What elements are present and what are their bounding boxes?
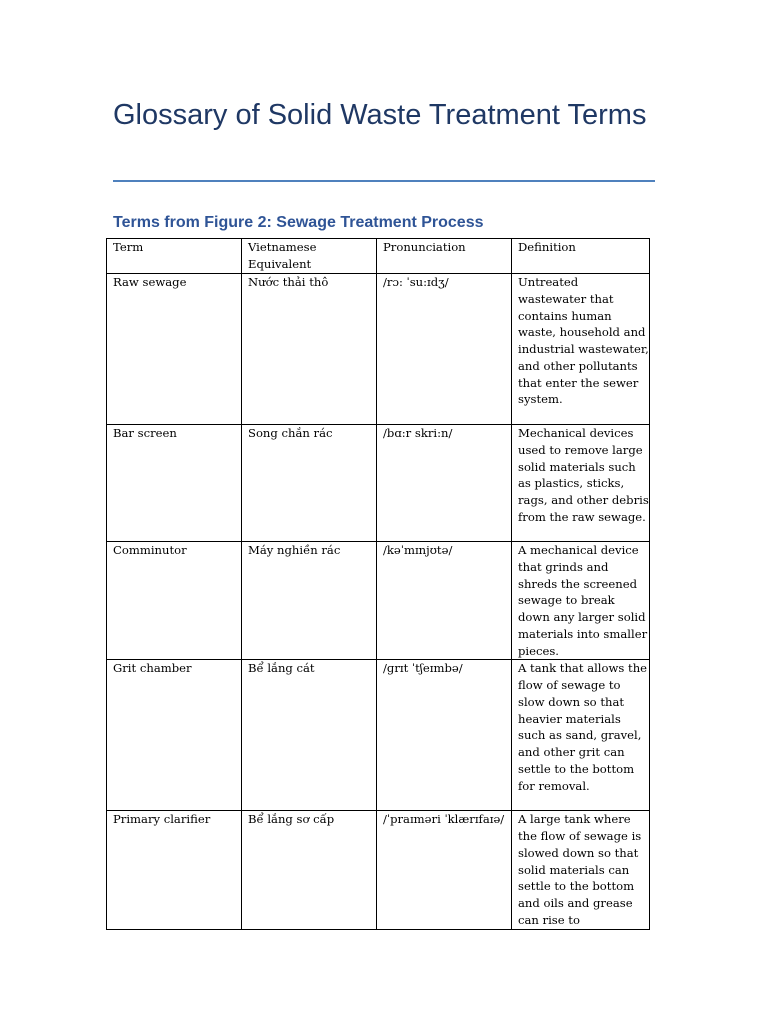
header-pronunciation: Pronunciation [377,239,512,274]
cell-vietnamese: Song chắn rác [242,425,377,542]
section-heading: Terms from Figure 2: Sewage Treatment Process [113,214,484,231]
cell-term: Bar screen [107,425,242,542]
cell-definition: Mechanical devices used to remove large solid materials such as plastics, sticks, rags, and other debris from the raw sewage. [512,425,650,542]
header-vietnamese: Vietnamese Equivalent [242,239,377,274]
table-header-row [107,239,650,274]
cell-vietnamese: Máy nghiền rác [242,542,377,660]
cell-pronunciation: /bɑ:r skri:n/ [377,425,512,542]
table-row [107,811,650,929]
cell-term: Comminutor [107,542,242,660]
cell-definition: A mechanical device that grinds and shreds the screened sewage to break down any larger solid materials into smaller pieces. [512,542,650,660]
cell-pronunciation: /kəˈmɪnjʊtə/ [377,542,512,660]
table-row [107,425,650,542]
cell-term: Primary clarifier [107,811,242,929]
cell-term: Raw sewage [107,274,242,425]
title-divider [113,180,655,182]
cell-definition: A tank that allows the flow of sewage to slow down so that heavier materials such as sand, gravel, and other grit can settle to the bottom for removal. [512,660,650,811]
table-row [107,542,650,660]
header-definition: Definition [512,239,650,274]
header-term: Term [107,239,242,274]
document-title: Glossary of Solid Waste Treatment Terms [113,99,647,131]
cell-pronunciation: /ɡrɪt ˈtʃeɪmbə/ [377,660,512,811]
cell-vietnamese: Nước thải thô [242,274,377,425]
table-row [107,660,650,811]
cell-vietnamese: Bể lắng sơ cấp [242,811,377,929]
cell-definition: Untreated wastewater that contains human waste, household and industrial wastewater, and other pollutants that enter the sewer system. [512,274,650,425]
cell-definition: A large tank where the flow of sewage is slowed down so that solid materials can settle to the bottom and oils and grease can rise to [512,811,650,929]
cell-vietnamese: Bể lắng cát [242,660,377,811]
cell-pronunciation: /ˈpraɪməri ˈklærɪfaɪə/ [377,811,512,929]
cell-pronunciation: /rɔ: ˈsu:ɪdʒ/ [377,274,512,425]
table-row [107,274,650,425]
cell-term: Grit chamber [107,660,242,811]
glossary-table [106,238,650,930]
